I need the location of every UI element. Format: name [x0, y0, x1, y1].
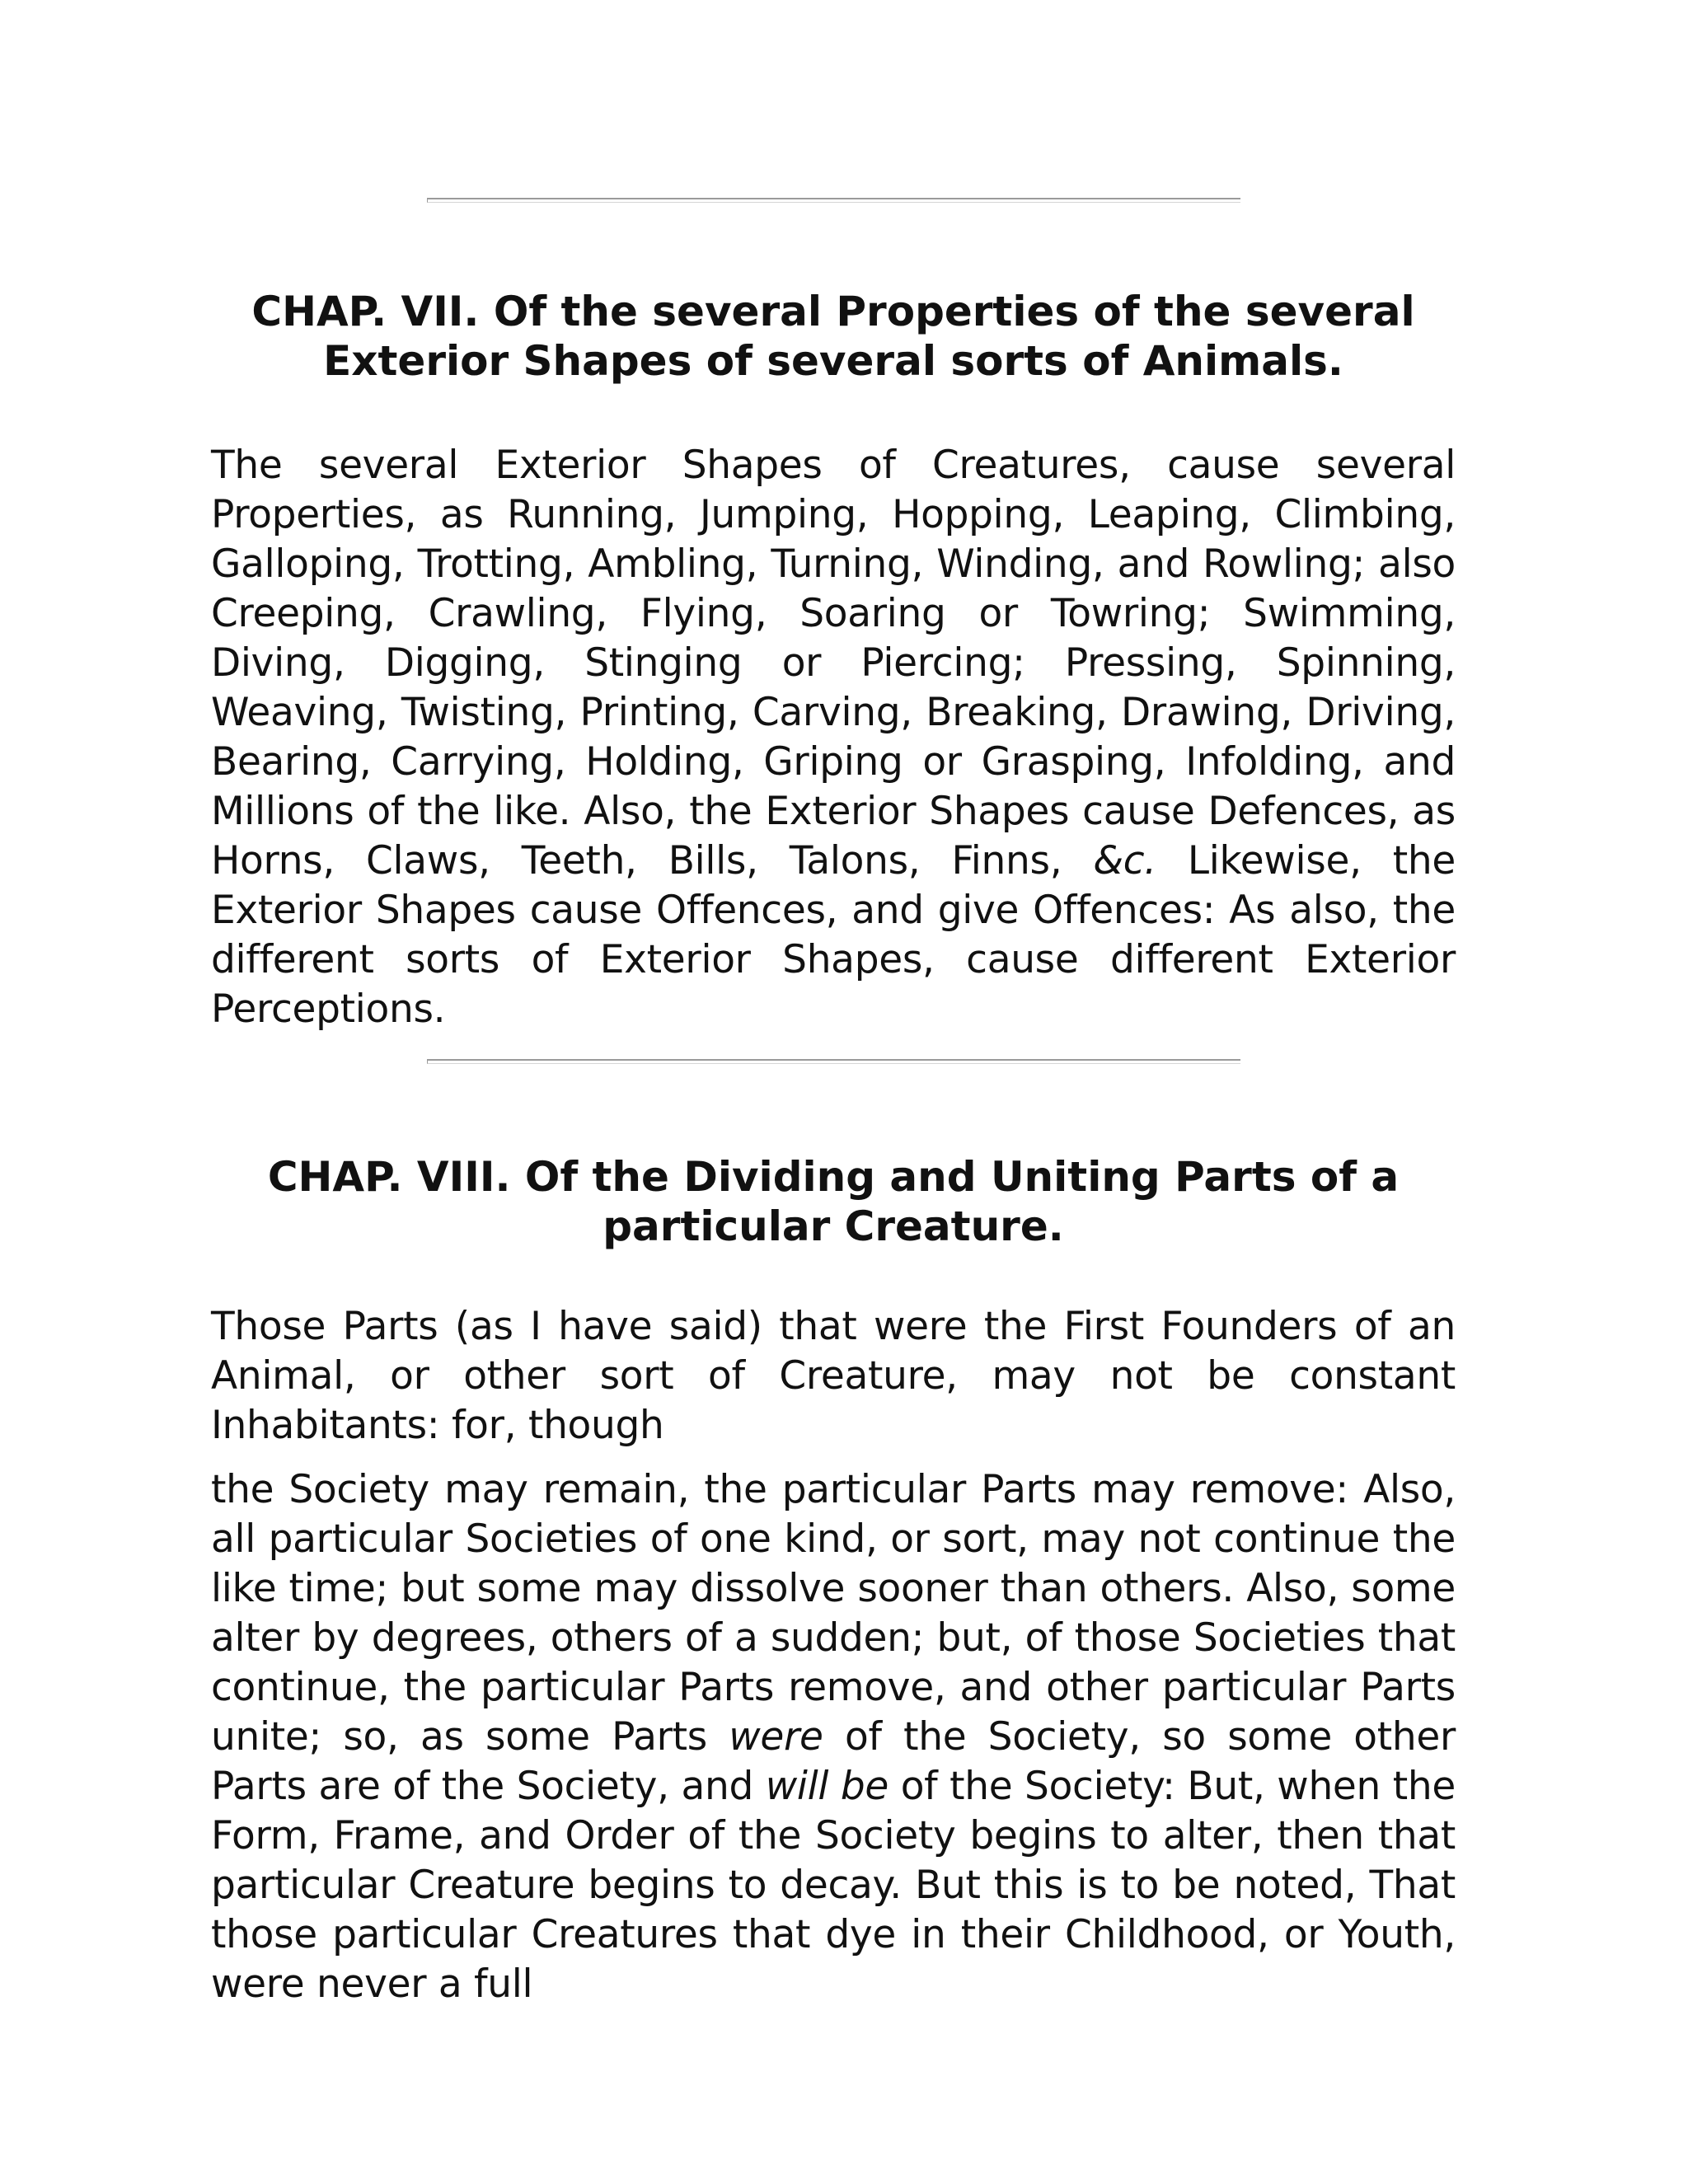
- paragraph-text: of the Society: But, when the Form, Frame, and Order of the Society begins to alter, then that particular Creature begins to decay. But this is to be noted, That those particular Creatures that dye in their Childhood, or Youth, were never a full: [211, 1764, 1456, 2007]
- italic-text: will be: [765, 1764, 889, 1809]
- horizontal-rule: [427, 1059, 1240, 1064]
- horizontal-rule: [427, 198, 1240, 203]
- chapter-paragraph: Those Parts (as I have said) that were the First Founders of an Animal, or other sort of Creature, may not be constant Inhabitants: for, though: [211, 1304, 1456, 1448]
- paragraph-text: The several Exterior Shapes of Creatures, cause several Properties, as Running, Jumping, Hopping, Leaping, Climbing, Galloping, Trotting, Ambling, Turning, Winding, and Rowling; also Creeping, Crawling, Flying, Soaring or Towring; Swimming, Diving, Digging, Stinging or Piercing; Pressing, Spinning, Weaving, Twisting, Printing, Carving, Breaking, Drawing, Driving, Bearing, Carrying, Holding, Griping or Grasping, Infolding, and Millions of the like. Also, the Exterior Shapes cause Defences, as Horns, Claws, Teeth, Bills, Talons, Finns,: [211, 443, 1456, 883]
- chapter-heading: CHAP. VIII. Of the Dividing and Uniting Parts of a particular Creature.: [267, 1153, 1400, 1250]
- chapter-heading: CHAP. VII. Of the several Properties of the several Exterior Shapes of several sorts of Animals.: [251, 288, 1415, 385]
- chapter-paragraph: [211, 1465, 1456, 2009]
- paragraph-text: the Society may remain, the particular Parts may remove: Also, all particular Societies of one kind, or sort, may not continue the like time; but some may dissolve sooner than others. Also, some alter by degrees, others of a sudden; but, of those Societies that continue, the particular Parts remove, and other particular Parts unite; so, as some Parts: [211, 1467, 1456, 1760]
- italic-text: were: [729, 1714, 823, 1760]
- italic-text: &c.: [1093, 838, 1156, 883]
- chapter-paragraph: [211, 441, 1456, 1034]
- paragraph-text: Likewise, the Exterior Shapes cause Offences, and give Offences: As also, the different sorts of Exterior Shapes, cause different Exterior Perceptions.: [211, 838, 1456, 1032]
- paragraph-text: of the Society, so some other Parts are of the Society, and: [211, 1714, 1456, 1809]
